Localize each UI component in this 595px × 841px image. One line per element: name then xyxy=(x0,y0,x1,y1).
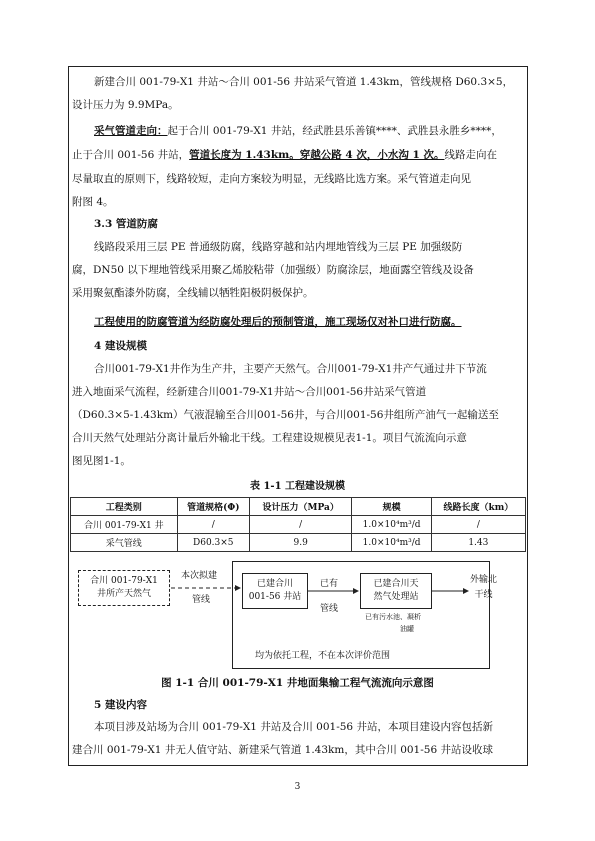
page-number: 3 xyxy=(294,782,301,792)
table-cell: 1.43 xyxy=(431,534,525,552)
box2-line1: 已建合川 xyxy=(256,579,293,589)
table-header: 线路长度（km） xyxy=(431,498,525,516)
table-cell: / xyxy=(249,516,352,534)
table-cell: 1.0×10⁴m³/d xyxy=(352,516,431,534)
table-header: 设计压力（MPa） xyxy=(249,498,352,516)
out-label-line1: 外输北 xyxy=(470,575,498,585)
section-3-3-heading: 3.3 管道防腐 xyxy=(94,218,158,230)
sec4-line1: 合川001-79-X1井作为生产井，主要产天然气。合川001-79-X1井产气通过井下节流 xyxy=(94,363,487,375)
sec5-line2: 建合川 001-79-X1 井无人值守站、新建采气管道 1.43km，其中合川 001-56 井站设收球 xyxy=(72,744,493,756)
source-box-line1: 合川 001-79-X1 xyxy=(90,576,158,586)
diagram-footnote: 均为依托工程，不在本次评价范围 xyxy=(255,651,391,661)
figure-caption: 图 1-1 合川 001-79-X1 井地面集输工程气流流向示意图 xyxy=(161,677,434,689)
route-line4: 附图 4。 xyxy=(72,196,114,208)
sec4-line5: 图见图1-1。 xyxy=(72,455,131,467)
sec4-line2: 进入地面采气流程，经新建合川001-79-X1井站～合川001-56井站采气管道 xyxy=(72,386,427,398)
box3-line1: 已建合川天 xyxy=(373,579,419,589)
sec33-line2: 腐，DN50 以下埋地管线采用聚乙烯胶粘带（加强级）防腐涂层，地面露空管线及设备 xyxy=(72,264,474,276)
table-header: 规模 xyxy=(352,498,431,516)
arrow1-label-top: 本次拟建 xyxy=(181,571,218,581)
table-cell: / xyxy=(431,516,525,534)
route-length-highlight: 管道长度为 1.43km。穿越公路 4 次，小水沟 1 次。 xyxy=(189,149,445,161)
source-box-line2: 井所产天然气 xyxy=(96,589,151,599)
section-5-heading: 5 建设内容 xyxy=(94,699,147,711)
table-cell: D60.3×5 xyxy=(177,534,249,552)
sec5-line1: 本项目涉及站场为合川 001-79-X1 井站及合川 001-56 井站，本项目建设内容包括新 xyxy=(94,721,493,733)
sec33-line3: 采用聚氨酯漆外防腐，全线辅以牺牲阳极阴极保护。 xyxy=(72,287,314,299)
route-label: 采气管道走向： xyxy=(94,125,168,137)
box2-line2: 001-56 井站 xyxy=(248,592,302,602)
table-caption: 表 1-1 工程建设规模 xyxy=(249,481,346,492)
sec4-line4: 合川天然气处理站分离计量后外输北干线。工程建设规模见表1-1。项目气流流向示意 xyxy=(72,432,467,444)
box3-note-line1: 已有污水池、凝析 xyxy=(365,613,421,621)
table-cell: 1.0×10⁴m³/d xyxy=(352,534,431,552)
box3-line2: 然气处理站 xyxy=(373,592,419,602)
table-header: 管道规格(Φ) xyxy=(177,498,249,516)
table-header: 工程类别 xyxy=(71,498,178,516)
para1-line1: 新建合川 001-79-X1 井站～合川 001-56 井站采气管道 1.43km，管线规格 D60.3×5， xyxy=(94,76,514,88)
route-line1-rest: 起于合川 001-79-X1 井站，经武胜县乐善镇****、武胜县永胜乡****， xyxy=(167,125,502,137)
route-line3: 尽量取直的原则下，线路较短，走向方案较为明显，无线路比选方案。采气管道走向见 xyxy=(72,173,471,185)
table-cell: / xyxy=(177,516,249,534)
route-line2-a: 止于合川 001-56 井站， xyxy=(72,149,190,161)
sec4-line3: （D60.3×5-1.43km）气液混输至合川001-56井，与合川001-56井组所产油气一起输送至 xyxy=(72,409,499,421)
arrow2-label-bottom: 管线 xyxy=(320,604,339,614)
arrow1-label-bottom: 管线 xyxy=(192,595,211,605)
route-line2-c: 线路走向在 xyxy=(444,149,497,161)
sec33-line1: 线路段采用三层 PE 普通级防腐，线路穿越和站内埋地管线为三层 PE 加强级防 xyxy=(94,241,463,253)
table-cell: 采气管线 xyxy=(71,534,178,552)
sec33-note: 工程使用的防腐管道为经防腐处理后的预制管道，施工现场仅对补口进行防腐。 xyxy=(94,316,462,328)
arrow2-label-top: 已有 xyxy=(320,579,339,589)
out-label-line2: 干线 xyxy=(474,590,493,600)
section-4-heading: 4 建设规模 xyxy=(94,340,147,352)
para1-line2: 设计压力为 9.9MPa。 xyxy=(72,99,179,111)
box3-note-line2: 油罐 xyxy=(400,625,414,633)
table-cell: 合川 001-79-X1 井 xyxy=(71,516,178,534)
table-cell: 9.9 xyxy=(249,534,352,552)
